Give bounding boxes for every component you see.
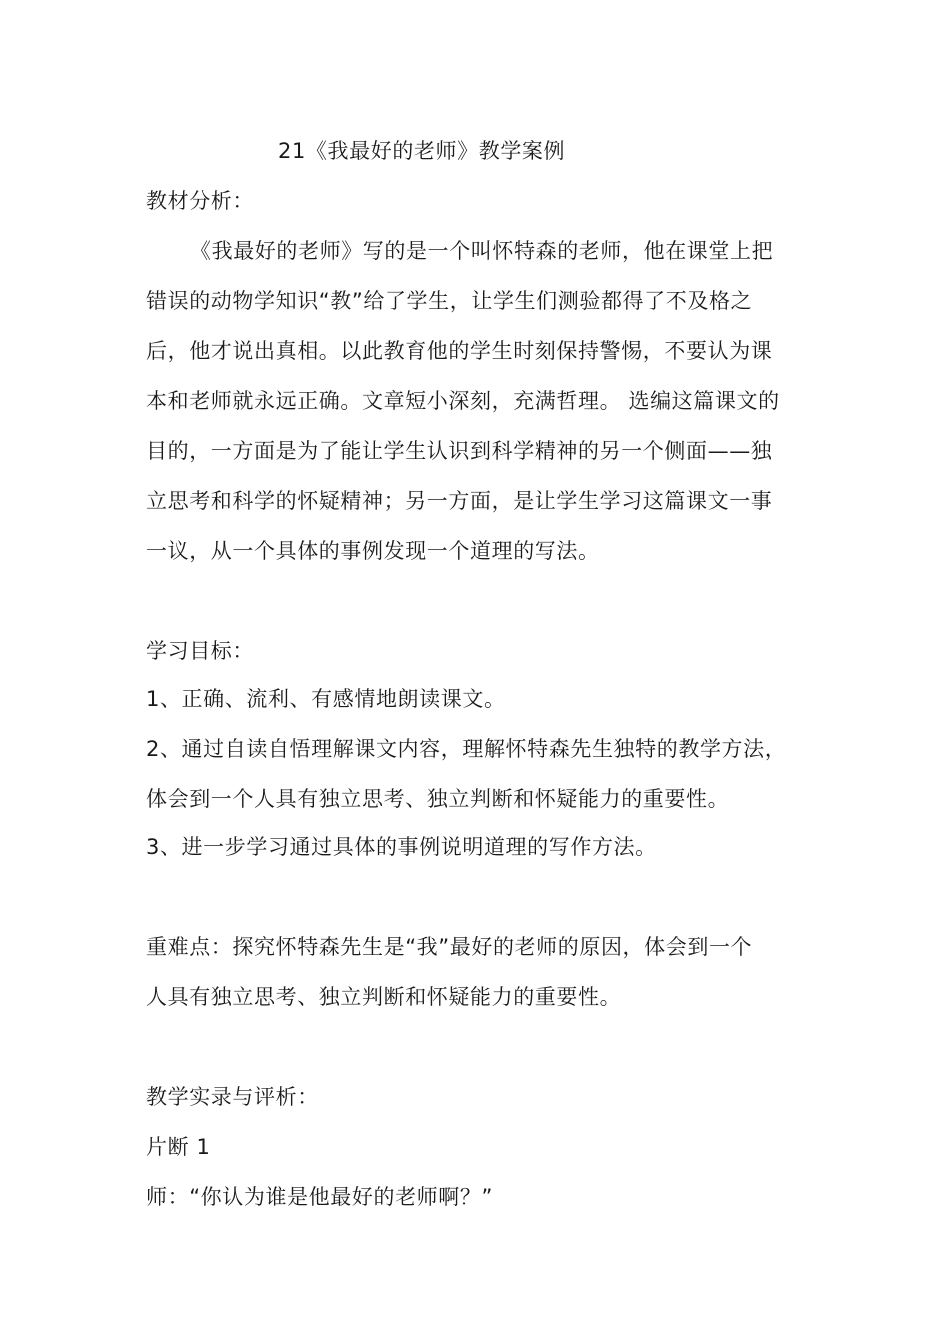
key-points-line: 人具有独立思考、独立判断和怀疑能力的重要性。: [146, 985, 622, 1009]
analysis-line: 目的，一方面是为了能让学生认识到科学精神的另一个侧面——独: [146, 439, 773, 463]
analysis-line: 本和老师就永远正确。文章短小深刻，充满哲理。 选编这篇课文的: [146, 389, 780, 413]
analysis-line: 《我最好的老师》写的是一个叫怀特森的老师，他在课堂上把: [190, 239, 774, 263]
objective-item: 体会到一个人具有独立思考、独立判断和怀疑能力的重要性。: [146, 787, 730, 811]
dialogue-line: 师：“你认为谁是他最好的老师啊？”: [146, 1185, 493, 1209]
objective-item: 2、通过自读自悟理解课文内容，理解怀特森先生独特的教学方法，: [146, 737, 787, 761]
analysis-line: 后，他才说出真相。以此教育他的学生时刻保持警惕，不要认为课: [146, 339, 773, 363]
document-title: 21《我最好的老师》教学案例: [278, 139, 566, 163]
analysis-line: 错误的动物学知识“教”给了学生，让学生们测验都得了不及格之: [146, 289, 753, 313]
analysis-line: 立思考和科学的怀疑精神；另一方面，是让学生学习这篇课文一事: [146, 489, 773, 513]
analysis-line: 一议，从一个具体的事例发现一个道理的写法。: [146, 539, 600, 563]
key-points-line: 重难点：探究怀特森先生是“我”最好的老师的原因，体会到一个: [146, 935, 753, 959]
analysis-heading: 教材分析：: [146, 189, 254, 213]
objective-item: 3、进一步学习通过具体的事例说明道理的写作方法。: [146, 835, 657, 859]
objective-item: 1、正确、流利、有感情地朗读课文。: [146, 687, 506, 711]
objectives-heading: 学习目标：: [146, 639, 254, 663]
record-heading: 教学实录与评析：: [146, 1085, 319, 1109]
fragment-label: 片断 1: [146, 1135, 211, 1159]
